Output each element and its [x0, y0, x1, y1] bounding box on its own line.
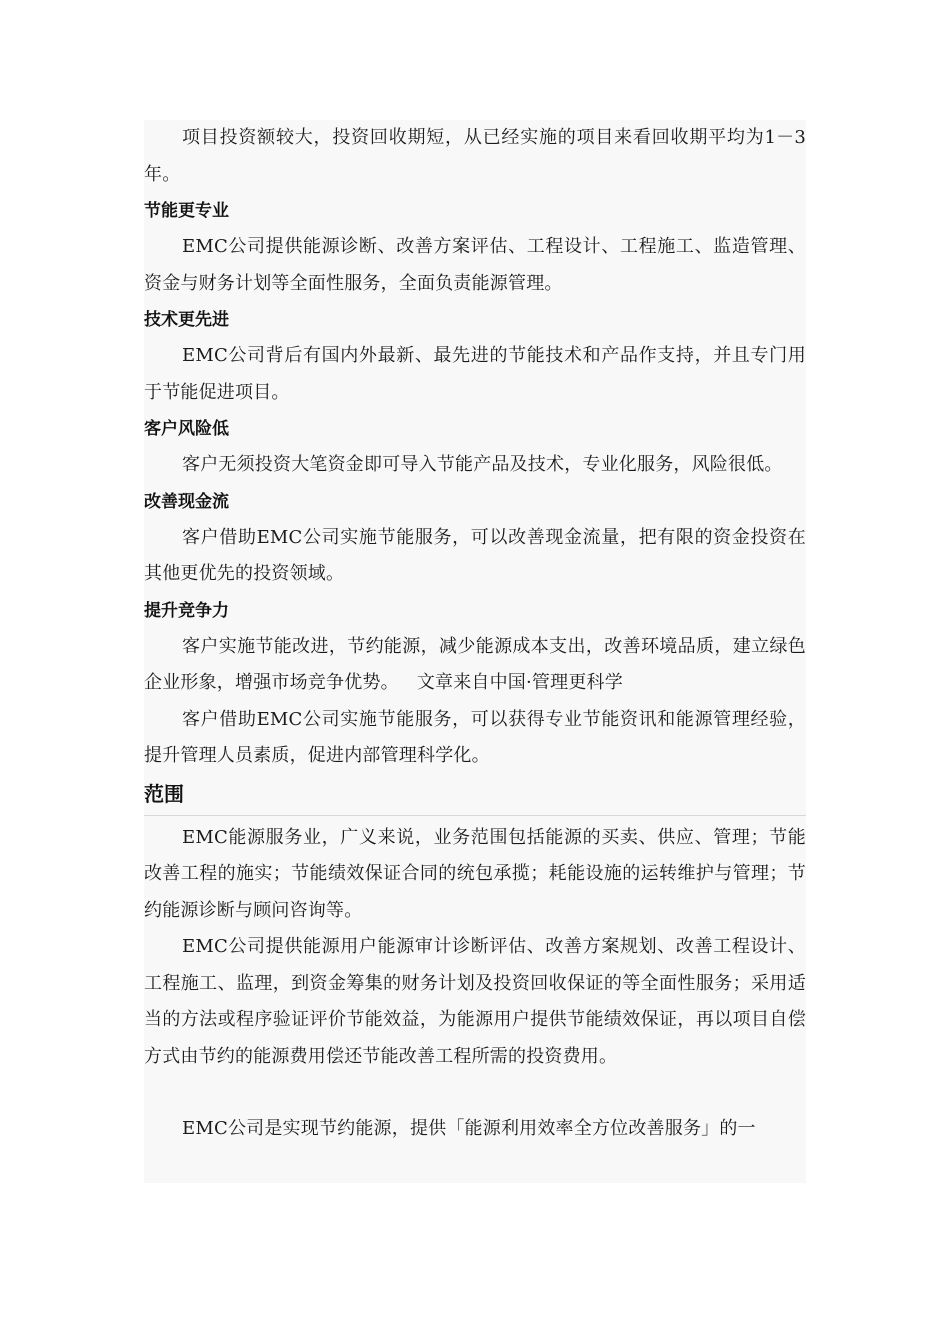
scope-heading: 范围 [144, 775, 806, 816]
benefit-heading-cashflow: 改善现金流 [144, 491, 229, 512]
scope-paragraph-3: EMC公司是实现节约能源，提供「能源利用效率全方位改善服务」的一 [182, 1118, 756, 1139]
benefit-text-cashflow: 客户借助EMC公司实施节能服务，可以改善现金流量，把有限的资金投资在其他更优先的投资领域。 [144, 526, 806, 584]
benefit-text-professional: EMC公司提供能源诊断、改善方案评估、工程设计、工程施工、监造管理、资金与财务计划等全面性服务，全面负责能源管理。 [144, 236, 806, 294]
benefit-text-technology: EMC公司背后有国内外最新、最先进的节能技术和产品作支持，并且专门用于节能促进项目。 [144, 345, 806, 403]
benefit-text-low-risk: 客户无须投资大笔资金即可导入节能产品及技术，专业化服务，风险很低。 [182, 454, 783, 475]
document-content [144, 120, 806, 1183]
benefit-heading-competitiveness: 提升竞争力 [144, 600, 229, 621]
scope-paragraph-1: EMC能源服务业，广义来说，业务范围包括能源的买卖、供应、管理；节能改善工程的施实；节能绩效保证合同的统包承揽；耗能设施的运转维护与管理；节约能源诊断与顾问咨询等。 [144, 826, 806, 921]
benefit-heading-professional: 节能更专业 [144, 201, 229, 221]
intro-paragraph: 项目投资额较大，投资回收期短，从已经实施的项目来看回收期平均为1－3年。 [144, 127, 806, 185]
benefit-text-competitiveness [144, 629, 806, 702]
source-note: 文章来自中国·管理更科学 [416, 672, 623, 693]
paragraph-spacer [144, 1075, 806, 1111]
benefit-text-competitiveness-body: 客户实施节能改进，节约能源，减少能源成本支出，改善环境品质，建立绿色企业形象，增强市场竞争优势。 [144, 635, 806, 693]
benefit-heading-technology: 技术更先进 [144, 310, 229, 330]
benefit-extra-paragraph: 客户借助EMC公司实施节能服务，可以获得专业节能资讯和能源管理经验，提升管理人员素质，促进内部管理科学化。 [144, 708, 806, 766]
scope-paragraph-2: EMC公司提供能源用户能源审计诊断评估、改善方案规划、改善工程设计、工程施工、监理，到资金筹集的财务计划及投资回收保证的等全面性服务；采用适当的方法或程序验证评价节能效益，为能源用户提供节能绩效保证，再以项目自偿方式由节约的能源费用偿还节能改善工程所需的投资费用。 [144, 936, 806, 1067]
benefit-heading-low-risk: 客户风险低 [144, 419, 229, 439]
